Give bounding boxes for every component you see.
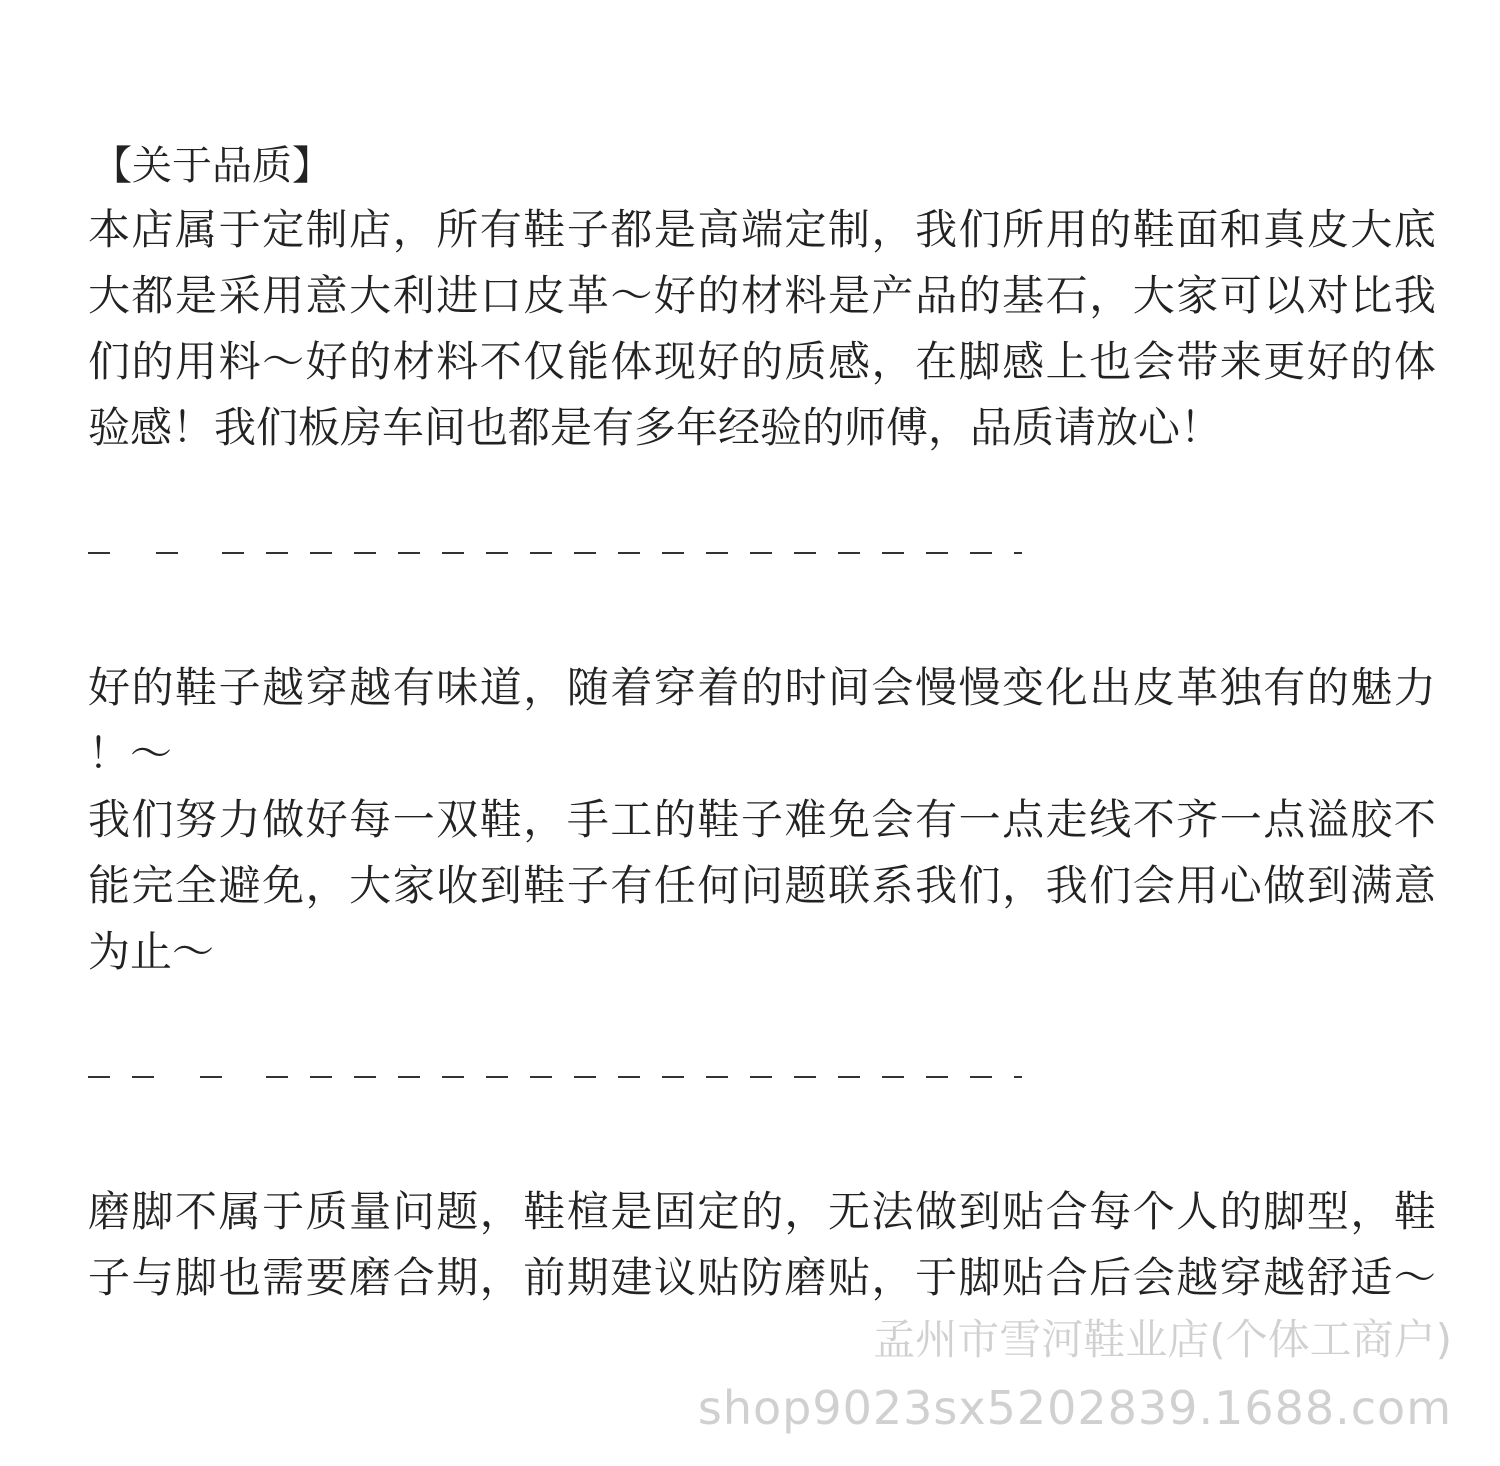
handmade-line-5: 为止～ [88,927,215,976]
fit-line-1: 磨脚不属于质量问题，鞋楦是固定的，无法做到贴合每个人的脚型，鞋 [88,1187,1438,1236]
divider-1 [88,552,1028,554]
fit-line-2: 子与脚也需要磨合期，前期建议贴防磨贴，于脚贴合后会越穿越舒适～ [88,1253,1438,1302]
handmade-line-1: 好的鞋子越穿越有味道，随着穿着的时间会慢慢变化出皮革独有的魅力 [88,663,1438,712]
quality-line-1: 本店属于定制店，所有鞋子都是高端定制，我们所用的鞋面和真皮大底 [88,205,1438,254]
handmade-line-4: 能完全避免，大家收到鞋子有任何问题联系我们，我们会用心做到满意 [88,861,1438,910]
quality-line-3: 们的用料～好的材料不仅能体现好的质感，在脚感上也会带来更好的体 [88,337,1438,386]
handmade-line-3: 我们努力做好每一双鞋，手工的鞋子难免会有一点走线不齐一点溢胶不 [88,795,1438,844]
quality-heading: 【关于品质】 [92,143,332,189]
watermark-url: shop9023sx5202839.1688.com [697,1381,1452,1435]
quality-line-4: 验感！我们板房车间也都是有多年经验的师傅，品质请放心！ [88,403,1223,452]
handmade-line-2: ！～ [88,729,173,778]
divider-2 [88,1076,1028,1078]
quality-line-2: 大都是采用意大利进口皮革～好的材料是产品的基石，大家可以对比我 [88,271,1438,320]
watermark-shop-name: 孟州市雪河鞋业店(个体工商户) [873,1315,1452,1364]
